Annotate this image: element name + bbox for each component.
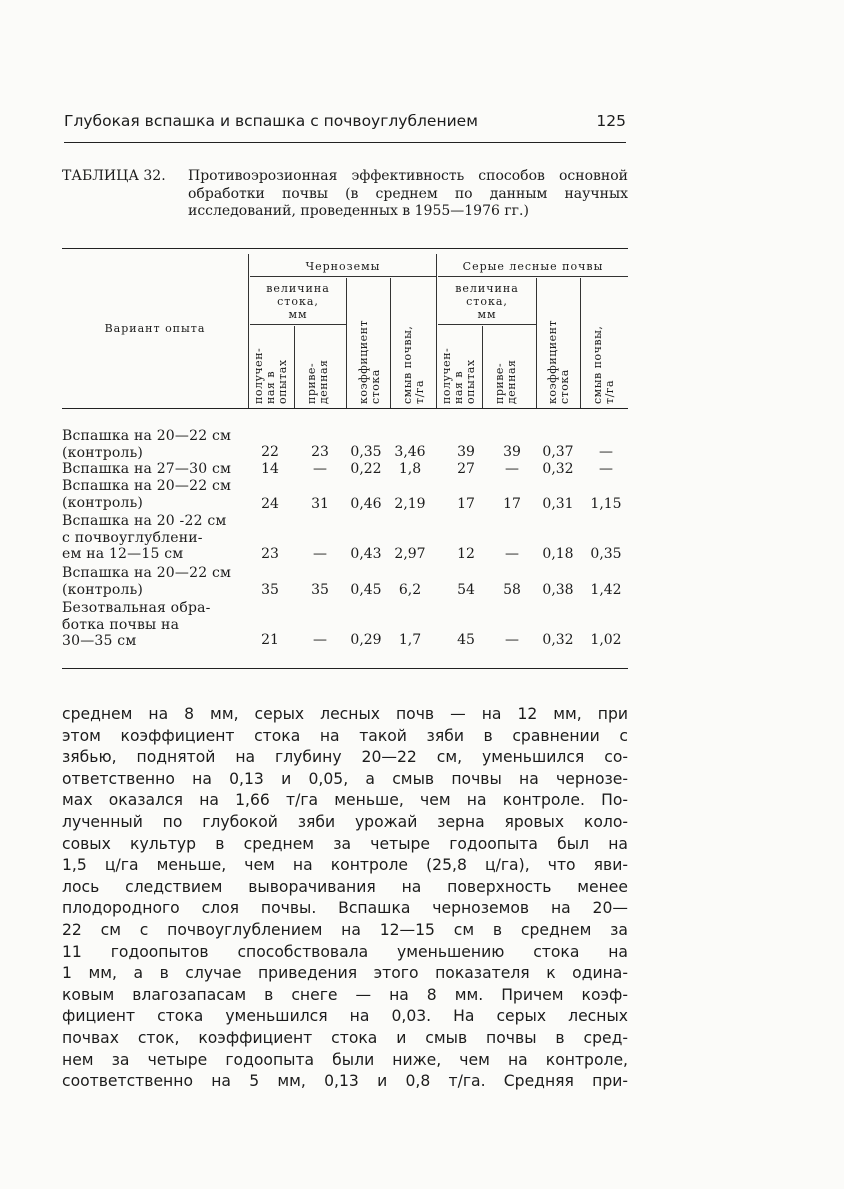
table-cell: 0,31 (542, 496, 574, 512)
text-line: нем за четыре годоопыта были ниже, чем на контроле, (62, 1050, 628, 1069)
table-cell: 3,46 (394, 444, 426, 460)
text-line: зябью, поднятой на глубину 20—22 см, уменьшился со- (62, 748, 628, 767)
col-header-coefficient: коэффициент стока (357, 319, 382, 404)
text-line: лось следствием выворачивания на поверхность менее (62, 877, 628, 896)
table-cell: 1,02 (590, 632, 622, 648)
table-cell: 1,15 (590, 496, 622, 512)
table-cell: — (599, 444, 613, 460)
table-cell: 0,18 (542, 546, 574, 562)
table-cell: — (313, 632, 327, 648)
row-label: Безотвальная обра- ботка почвы на 30—35 см (62, 600, 211, 649)
running-header (64, 112, 626, 130)
table-caption-text: Противоэрозионная эффективность способов основной обработки почвы (в среднем по данным научных исследований, проведенных в 1955—1976 гг.) (188, 168, 628, 219)
table-cell: 39 (503, 444, 521, 460)
text-line: лученный по глубокой зяби урожай зерна яровых коло- (62, 812, 628, 831)
text-line: 11 годоопытов способствовала уменьшению стока на (62, 942, 628, 961)
subgroup-rule (250, 324, 346, 325)
table-cell: 0,32 (542, 461, 574, 477)
table-cell: 2,19 (394, 496, 426, 512)
table-cell: 23 (311, 444, 329, 460)
table-top-rule (62, 248, 628, 249)
table-cell: 12 (457, 546, 475, 562)
table-cell: 17 (503, 496, 521, 512)
table-cell: 14 (261, 461, 279, 477)
table-cell: 0,37 (542, 444, 574, 460)
table-cell: 0,45 (350, 582, 382, 598)
text-line: 1,5 ц/га меньше, чем на контроле (25,8 ц/га), что яви- (62, 856, 628, 875)
col-header-soil-loss: смыв почвы, т/га (591, 325, 616, 404)
text-line: этом коэффициент стока на такой зяби в сравнении с (62, 726, 628, 745)
table-cell: — (505, 546, 519, 562)
table-label: ТАБЛИЦА 32. (62, 168, 166, 184)
row-label: Вспашка на 20—22 см (контроль) (62, 428, 232, 461)
table-cell: 54 (457, 582, 475, 598)
table-cell: 1,7 (398, 632, 422, 648)
page-number: 125 (596, 112, 626, 130)
col-divider (482, 326, 483, 408)
table-cell: — (505, 461, 519, 477)
table-cell: — (505, 632, 519, 648)
row-label: Вспашка на 20—22 см (контроль) (62, 565, 232, 598)
text-line: почвах сток, коэффициент стока и смыв почвы в сред- (62, 1028, 628, 1047)
subgroup-rule (438, 324, 536, 325)
col-header-coefficient: коэффициент стока (546, 319, 571, 404)
table-bottom-rule (62, 668, 628, 669)
table-cell: 35 (311, 582, 329, 598)
col-divider (580, 278, 581, 408)
table-cell: 0,35 (350, 444, 382, 460)
text-line: 22 см с почвоуглублением на 12—15 см в среднем за (62, 920, 628, 939)
row-label: Вспашка на 20 -22 см с почвоуглублени- ем на 12—15 см (62, 513, 227, 562)
text-line: ковым влагозапасам в снеге — на 8 мм. Причем коэф- (62, 985, 628, 1004)
table-cell: 39 (457, 444, 475, 460)
subheader-runoff: величина стока, мм (455, 282, 519, 321)
col-divider (248, 254, 249, 408)
col-header-reduced: приве- денная (493, 359, 518, 404)
header-title: Глубокая вспашка и вспашка с почвоуглублением (64, 112, 478, 130)
table-cell: 0,29 (350, 632, 382, 648)
table-cell: — (313, 461, 327, 477)
table-cell: 22 (261, 444, 279, 460)
table-cell: 1,42 (590, 582, 622, 598)
table-cell: 2,97 (394, 546, 426, 562)
body-text (62, 704, 628, 1093)
table-cell: 35 (261, 582, 279, 598)
text-line: 1 мм, а в случае приведения этого показателя к одина- (62, 964, 628, 983)
subheader-runoff: величина стока, мм (266, 282, 330, 321)
text-line: ответственно на 0,13 и 0,05, а смыв почвы на чернозе- (62, 769, 628, 788)
table-cell: 58 (503, 582, 521, 598)
col-divider (436, 254, 437, 408)
group-rule (250, 276, 436, 277)
table-cell: 0,38 (542, 582, 574, 598)
group-header-gray-forest: Серые лесные почвы (462, 260, 604, 273)
row-label: Вспашка на 27—30 см (62, 461, 232, 477)
table-cell: 24 (261, 496, 279, 512)
col-header-obtained: получен- ная в опытах (440, 347, 477, 404)
table-cell: — (599, 461, 613, 477)
col-divider (294, 326, 295, 408)
text-line: соответственно на 5 мм, 0,13 и 0,8 т/га. Средняя при- (62, 1072, 628, 1091)
header-rule (64, 142, 626, 143)
data-table (62, 248, 628, 670)
table-cell: 0,46 (350, 496, 382, 512)
col-header-reduced: приве- денная (305, 359, 330, 404)
text-line: плодородного слоя почвы. Вспашка черноземов на 20— (62, 899, 628, 918)
table-cell: 0,35 (590, 546, 622, 562)
col-header-variant: Вариант опыта (104, 322, 206, 335)
table-cell: 23 (261, 546, 279, 562)
table-cell: 0,22 (350, 461, 382, 477)
table-cell: 0,32 (542, 632, 574, 648)
col-header-soil-loss: смыв почвы, т/га (401, 325, 426, 404)
text-line: совых культур в среднем за четыре годоопыта был на (62, 834, 628, 853)
table-cell: 1,8 (398, 461, 422, 477)
table-cell: — (313, 546, 327, 562)
group-header-chernozem: Черноземы (305, 260, 381, 273)
table-header-rule (62, 408, 628, 409)
table-cell: 45 (457, 632, 475, 648)
text-line: фициент стока уменьшился на 0,03. На серых лесных (62, 1007, 628, 1026)
table-cell: 27 (457, 461, 475, 477)
table-cell: 31 (311, 496, 329, 512)
col-divider (346, 278, 347, 408)
table-cell: 21 (261, 632, 279, 648)
text-line: среднем на 8 мм, серых лесных почв — на 12 мм, при (62, 705, 628, 723)
text-line: мах оказался на 1,66 т/га меньше, чем на контроле. По- (62, 791, 628, 810)
group-rule (438, 276, 628, 277)
col-divider (536, 278, 537, 408)
col-divider (390, 278, 391, 408)
table-cell: 17 (457, 496, 475, 512)
row-label: Вспашка на 20—22 см (контроль) (62, 478, 232, 511)
col-header-obtained: получен- ная в опытах (252, 347, 289, 404)
table-cell: 6,2 (398, 582, 422, 598)
table-cell: 0,43 (350, 546, 382, 562)
